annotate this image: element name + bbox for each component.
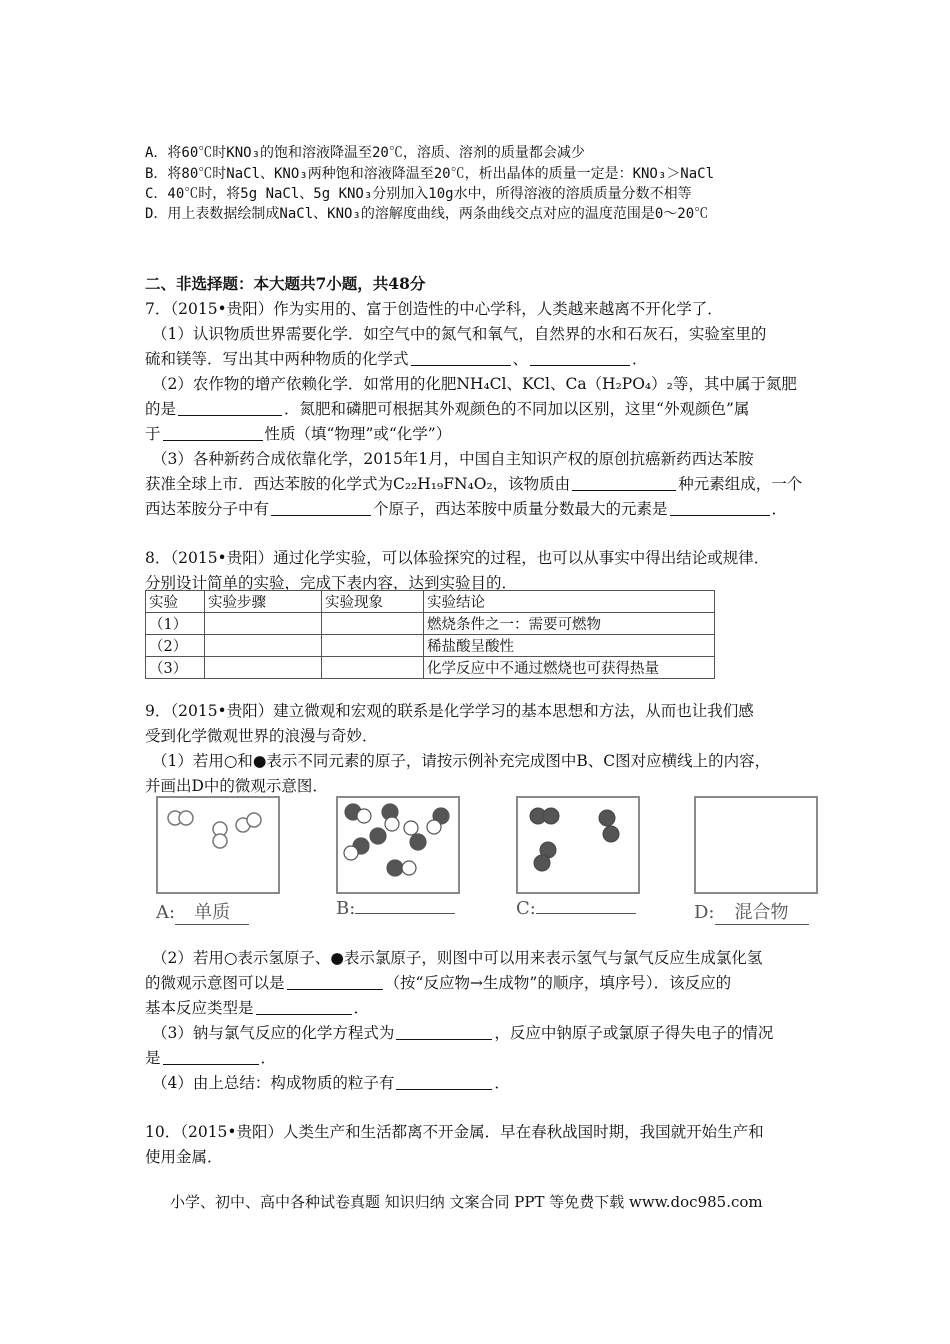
answer-blank[interactable] bbox=[572, 489, 676, 491]
answer-blank[interactable] bbox=[396, 1088, 492, 1090]
panel-a-label bbox=[156, 898, 249, 925]
panel-b bbox=[336, 796, 460, 894]
panel-d[interactable] bbox=[694, 796, 818, 894]
atom-white bbox=[357, 809, 371, 823]
table-cell: （3） bbox=[146, 657, 205, 679]
section-title: 二、非选择题：本大题共7小题，共48分 bbox=[145, 274, 426, 293]
table-cell-input[interactable] bbox=[322, 635, 424, 657]
q10-stem-b: 使用金属． bbox=[145, 1148, 223, 1166]
table-cell-input[interactable] bbox=[205, 657, 322, 679]
answer-blank[interactable] bbox=[163, 1063, 259, 1065]
q7-p1b-sep: 、 bbox=[512, 350, 529, 368]
atom-dark bbox=[603, 826, 619, 842]
q7-p3c-pre: 西达苯胺分子中有 bbox=[145, 500, 270, 518]
answer-blank[interactable] bbox=[271, 514, 371, 516]
table-row bbox=[146, 613, 715, 635]
q9-stem-b: 受到化学微观世界的浪漫与奇妙． bbox=[145, 727, 378, 745]
q7-p2a: （2）农作物的增产依赖化学．如常用的化肥NH₄Cl、KCl、Ca（H₂PO₄）₂等，其中属于氮肥 bbox=[152, 375, 797, 393]
atom-white bbox=[247, 813, 261, 827]
q7-p2c-post: 性质（填“物理”或“化学”） bbox=[264, 425, 452, 443]
panel-a bbox=[156, 796, 280, 894]
q9-p2b bbox=[145, 971, 731, 993]
table-header-cell: 实验 bbox=[146, 591, 205, 613]
atom-white bbox=[402, 861, 416, 875]
q7-p3c bbox=[145, 497, 787, 519]
table-header-cell: 实验现象 bbox=[322, 591, 424, 613]
panel-answer: 混合物 bbox=[715, 898, 809, 925]
q7-p1b-text: 硫和镁等．写出其中两种物质的化学式 bbox=[145, 350, 409, 368]
panel-letter: D: bbox=[694, 902, 715, 923]
atom-white bbox=[344, 846, 358, 860]
q7-p3b bbox=[145, 472, 802, 494]
q9-p3a-post: ，反应中钠原子或氯原子得失电子的情况 bbox=[494, 1024, 774, 1042]
table-header-row bbox=[146, 591, 715, 613]
q9-stem-a: 9．（2015•贵阳）建立微观和宏观的联系是化学学习的基本思想和方法，从而也让我们感 bbox=[145, 702, 754, 720]
q9-p2c-end: ． bbox=[353, 999, 370, 1017]
q9-p3b-end: ． bbox=[260, 1049, 277, 1067]
q9-p3b-pre: 是 bbox=[145, 1049, 161, 1067]
q9-p2a: （2）若用○表示氢原子、●表示氯原子，则图中可以用来表示氢气与氯气反应生成氯化氢 bbox=[152, 949, 763, 967]
q7-p3c-end: ． bbox=[771, 500, 788, 518]
q7-p2c bbox=[145, 422, 451, 444]
panel-c bbox=[516, 796, 640, 894]
q7-p1a: （1）认识物质世界需要化学．如空气中的氮气和氧气，自然界的水和石灰石，实验室里的 bbox=[152, 325, 767, 343]
panel-letter: C: bbox=[516, 898, 536, 919]
q7-p2b-pre: 的是 bbox=[145, 400, 177, 418]
atom-dark bbox=[410, 834, 426, 850]
q7-p3c-mid: 个原子，西达苯胺中质量分数最大的元素是 bbox=[373, 500, 668, 518]
table-cell-input[interactable] bbox=[322, 657, 424, 679]
q9-p2c bbox=[145, 996, 369, 1018]
table-row bbox=[146, 635, 715, 657]
q9-p4-pre: （4）由上总结：构成物质的粒子有 bbox=[152, 1074, 395, 1092]
table-cell-input[interactable] bbox=[205, 635, 322, 657]
atom-dark bbox=[543, 808, 559, 824]
panel-c-molecules bbox=[518, 798, 638, 892]
table-cell: 化学反应中不通过燃烧也可获得热量 bbox=[424, 657, 715, 679]
panel-b-label bbox=[336, 898, 455, 919]
atom-white bbox=[179, 811, 193, 825]
atom-dark bbox=[534, 855, 550, 871]
atom-white bbox=[213, 834, 227, 848]
q7-p2b-post: ．氮肥和磷肥可根据其外观颜色的不同加以区别，这里“外观颜色”属 bbox=[284, 400, 750, 418]
panel-d-label bbox=[694, 898, 809, 925]
table-header-cell: 实验结论 bbox=[424, 591, 715, 613]
panel-letter: B: bbox=[336, 898, 356, 919]
answer-blank[interactable] bbox=[287, 988, 383, 990]
table-cell: （2） bbox=[146, 635, 205, 657]
panel-a-molecules bbox=[158, 798, 278, 892]
panel-b-molecules bbox=[338, 798, 458, 892]
q7-p3b-pre: 获准全球上市．西达苯胺的化学式为C₂₂H₁₉FN₄O₂，该物质由 bbox=[145, 475, 571, 493]
q7-stem: 7．（2015•贵阳）作为实用的、富于创造性的中心学科，人类越来越离不开化学了． bbox=[145, 300, 723, 318]
q7-p2c-pre: 于 bbox=[145, 425, 161, 443]
q7-p3b-post: 种元素组成，一个 bbox=[678, 475, 803, 493]
q7-p3a: （3）各种新药合成依靠化学，2015年1月，中国自主知识产权的原创抗癌新药西达苯胺 bbox=[152, 450, 754, 468]
table-cell: 燃烧条件之一：需要可燃物 bbox=[424, 613, 715, 635]
q9-p3a bbox=[152, 1021, 773, 1043]
page-footer: 小学、初中、高中各种试卷真题 知识归纳 文案合同 PPT 等免费下载 www.doc985.com bbox=[170, 1193, 763, 1211]
option-d: D．用上表数据绘制成NaCl、KNO₃的溶解度曲线，两条曲线交点对应的温度范围是0～20℃ bbox=[145, 206, 709, 222]
option-c: C．40℃时，将5g NaCl、5g KNO₃分别加入10g水中，所得溶液的溶质质量分数不相等 bbox=[145, 186, 692, 202]
panel-answer-blank[interactable] bbox=[355, 913, 455, 914]
atom-white bbox=[385, 817, 399, 831]
q9-p3b bbox=[145, 1046, 276, 1068]
experiment-table bbox=[145, 590, 715, 679]
q9-p2b-pre: 的微观示意图可以是 bbox=[145, 974, 285, 992]
panel-answer-blank[interactable] bbox=[536, 913, 636, 914]
q8-stem-b: 分别设计简单的实验，完成下表内容，达到实验目的． bbox=[145, 574, 518, 592]
q9-p1b: 并画出D中的微观示意图． bbox=[145, 777, 328, 795]
q8-stem-a: 8．（2015•贵阳）通过化学实验，可以体验探究的过程，也可以从事实中得出结论或规律． bbox=[145, 549, 770, 567]
atom-white bbox=[427, 820, 441, 834]
table-cell-input[interactable] bbox=[205, 613, 322, 635]
table-cell-input[interactable] bbox=[322, 613, 424, 635]
answer-blank[interactable] bbox=[411, 364, 511, 366]
answer-blank[interactable] bbox=[530, 364, 630, 366]
table-cell: （1） bbox=[146, 613, 205, 635]
q9-p4 bbox=[152, 1071, 510, 1093]
atom-white bbox=[404, 821, 418, 835]
panel-c-label bbox=[516, 898, 636, 919]
panel-answer: 单质 bbox=[175, 898, 249, 925]
table-header-cell: 实验步骤 bbox=[205, 591, 322, 613]
q10-stem-a: 10．（2015•贵阳）人类生产和生活都离不开金属．早在春秋战国时期，我国就开始生产和 bbox=[145, 1123, 764, 1141]
option-b: B．将80℃时NaCl、KNO₃两种饱和溶液降温至20℃，析出晶体的质量一定是：KNO₃＞NaCl bbox=[145, 166, 715, 182]
atom-dark bbox=[387, 860, 403, 876]
panel-letter: A: bbox=[156, 902, 176, 923]
q9-p2b-post: （按“反应物→生成物”的顺序，填序号）．该反应的 bbox=[384, 974, 732, 992]
option-a: A．将60℃时KNO₃的饱和溶液降温至20℃，溶质、溶剂的质量都会减少 bbox=[145, 145, 585, 161]
q9-p2c-pre: 基本反应类型是 bbox=[145, 999, 254, 1017]
q7-p2b bbox=[145, 397, 749, 419]
q7-p1b-end: ． bbox=[632, 350, 648, 368]
table-row bbox=[146, 657, 715, 679]
answer-blank[interactable] bbox=[256, 1013, 352, 1015]
atom-dark bbox=[599, 810, 615, 826]
answer-blank[interactable] bbox=[163, 439, 263, 441]
q9-p1a: （1）若用○和●表示不同元素的原子，请按示例补充完成图中B、C图对应横线上的内容， bbox=[152, 752, 771, 770]
q9-p3a-pre: （3）钠与氯气反应的化学方程式为 bbox=[152, 1024, 395, 1042]
q7-p1b bbox=[145, 347, 648, 369]
atom-dark bbox=[370, 828, 386, 844]
answer-blank[interactable] bbox=[178, 414, 282, 416]
answer-blank[interactable] bbox=[396, 1038, 492, 1040]
answer-blank[interactable] bbox=[670, 514, 770, 516]
table-cell: 稀盐酸呈酸性 bbox=[424, 635, 715, 657]
q9-p4-end: ． bbox=[494, 1074, 510, 1092]
